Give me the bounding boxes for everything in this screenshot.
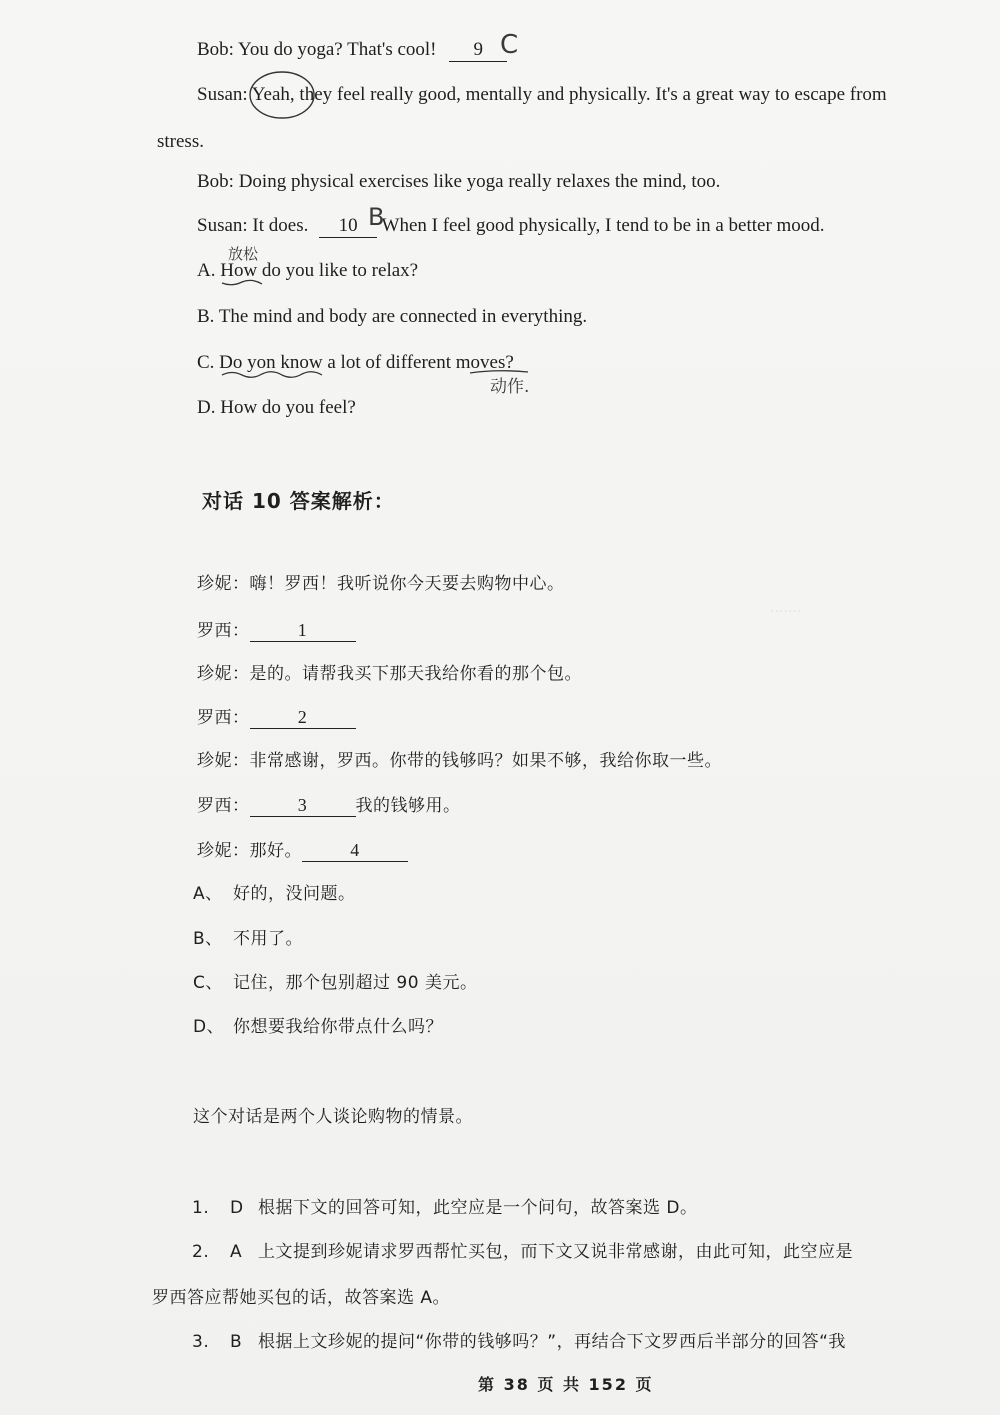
susan-line-1-continued: stress. [157, 131, 204, 152]
dialogue10-option-b [193, 927, 303, 951]
dialogue-summary: 这个对话是两个人谈论购物的情景。 [193, 1107, 473, 1127]
page-footer: 第 38 页 共 152 页 [478, 1375, 654, 1394]
blank-9-number: 9 [473, 39, 484, 60]
option-text: 记住，那个包别超过 90 美元。 [233, 973, 478, 993]
option-text: 好的，没问题。 [233, 884, 356, 904]
blank-1 [250, 619, 356, 642]
susan-line-1 [197, 83, 887, 107]
blank-4 [302, 839, 408, 862]
option-d: D. How do you feel? [197, 397, 356, 418]
speaker-jenny: 珍妮： [197, 841, 250, 861]
option-letter: B、 [193, 929, 223, 949]
dialogue10-line-7 [197, 839, 408, 863]
blank-4-number: 4 [350, 840, 360, 860]
option-a: A. How do you like to relax? [197, 260, 419, 281]
answer-3 [192, 1330, 846, 1354]
circled-yeah: Yeah, [251, 84, 295, 105]
speaker-rosie: 罗西： [197, 796, 250, 816]
answer-2 [192, 1240, 853, 1264]
answer-text: 根据上文珍妮的提问“你带的钱够吗？”，再结合下文罗西后半部分的回答“我 [258, 1332, 846, 1352]
susan-line-1-text: they feel really good, mentally and physically. It's a great way to escape from [299, 84, 887, 105]
answer-number: 2. [192, 1242, 210, 1262]
speaker-rosie: 罗西： [197, 708, 250, 728]
option-letter: D、 [193, 1017, 225, 1037]
option-text: 不用了。 [233, 929, 303, 949]
dialogue-text: 非常感谢，罗西。你带的钱够吗？如果不够，我给你取一些。 [249, 751, 722, 771]
susan-line-2-text: When I feel good physically, I tend to be in a better mood. [381, 215, 825, 236]
answer-1 [192, 1196, 698, 1220]
option-letter: A、 [193, 884, 223, 904]
blank-2 [250, 706, 356, 729]
dialogue-text: 是的。请帮我买下那天我给你看的那个包。 [249, 664, 582, 684]
speaker-jenny: 珍妮： [197, 574, 250, 594]
answer-letter: B [230, 1332, 243, 1352]
dialogue10-line-6 [197, 794, 461, 818]
blank-3 [250, 794, 356, 817]
option-letter: C、 [193, 973, 223, 993]
dialogue10-line-4 [197, 706, 356, 730]
bob-line-1 [197, 38, 507, 62]
answer-2-continued: 罗西答应帮她买包的话，故答案选 A。 [152, 1288, 451, 1308]
handwritten-note-relax: 放松 [228, 245, 259, 263]
bob-line-1-text: Bob: You do yoga? That's cool! [197, 39, 437, 60]
bob-line-2: Bob: Doing physical exercises like yoga really relaxes the mind, too. [197, 171, 721, 192]
dialogue-text: 嗨！罗西！我听说你今天要去购物中心。 [249, 574, 565, 594]
dialogue10-line-2 [197, 619, 356, 643]
answer-text: 根据下文的回答可知，此空应是一个问句，故答案选 D。 [258, 1198, 698, 1218]
handwritten-note-moves: 动作. [490, 377, 530, 397]
option-text: 你想要我给你带点什么吗？ [233, 1017, 443, 1037]
dialogue-text: 我的钱够用。 [355, 796, 461, 816]
blank-9 [449, 39, 507, 62]
handwritten-answer-9: C [500, 30, 519, 60]
susan-label: Susan: [197, 84, 248, 105]
susan-line-2 [197, 214, 825, 238]
answer-letter: D [230, 1198, 244, 1218]
option-c: C. Do yon know a lot of different moves? [197, 352, 514, 373]
option-b: B. The mind and body are connected in everything. [197, 306, 588, 327]
blank-2-number: 2 [297, 707, 308, 727]
speaker-jenny: 珍妮： [197, 664, 250, 684]
dialogue10-option-c [193, 971, 477, 995]
answer-letter: A [230, 1242, 243, 1262]
blank-10-number: 10 [338, 215, 358, 236]
answer-number: 3. [192, 1332, 210, 1352]
dialogue10-line-5 [197, 749, 722, 773]
section-heading: 对话 10 答案解析： [202, 489, 395, 513]
dialogue10-line-3 [197, 662, 582, 686]
answer-number: 1. [192, 1198, 210, 1218]
dialogue10-option-a [193, 882, 356, 906]
dialogue10-option-d [193, 1015, 443, 1039]
handwritten-answer-10: B [368, 203, 385, 231]
blank-3-number: 3 [297, 795, 308, 815]
dialogue-text: 那好。 [249, 841, 302, 861]
speaker-rosie: 罗西： [197, 621, 250, 641]
dialogue10-line-1 [197, 572, 565, 596]
bleed-through-text: ....... [770, 600, 802, 616]
answer-text: 上文提到珍妮请求罗西帮忙买包，而下文又说非常感谢，由此可知，此空应是 [258, 1242, 853, 1262]
blank-1-number: 1 [297, 620, 308, 640]
susan-line-2-prefix: Susan: It does. [197, 215, 309, 236]
speaker-jenny: 珍妮： [197, 751, 250, 771]
